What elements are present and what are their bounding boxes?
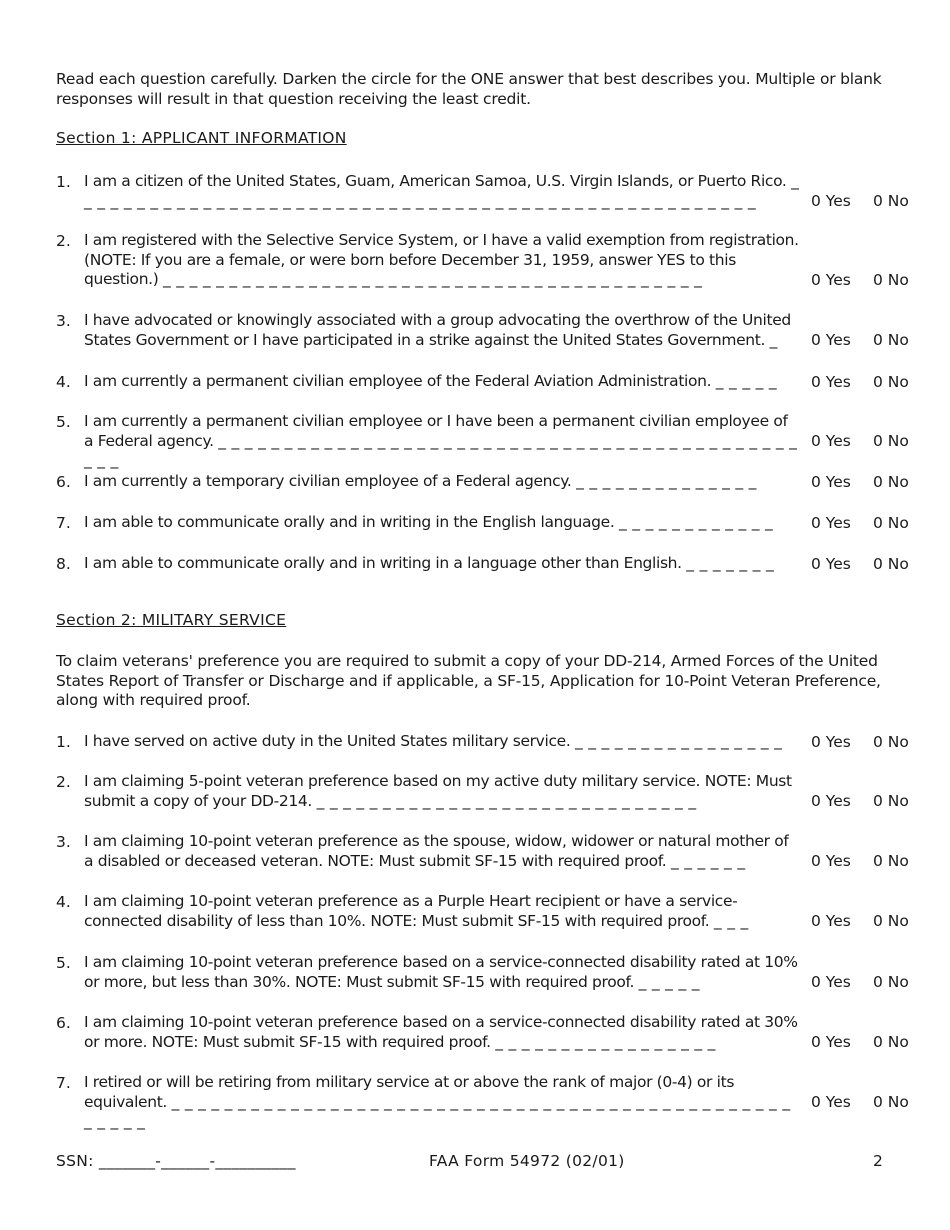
yes-option[interactable]: 0 Yes [811, 331, 851, 349]
leader-dashes: _ _ _ _ _ _ _ _ _ _ _ _ _ _ _ _ _ _ _ _ _ _ _ _ _ _ _ _ _ _ _ _ _ _ _ _ _ _ _ _ _ [163, 270, 703, 288]
question-number: 4. [56, 893, 71, 911]
leader-dashes: _ _ _ _ _ _ [670, 851, 746, 870]
s1-question-2 [56, 231, 936, 289]
s2-question-6 [56, 1013, 936, 1053]
yes-option[interactable]: 0 Yes [811, 733, 851, 751]
question-text: I am claiming 10-point veteran preference as a Purple Heart recipient or have a service-connected disability of less than 10%. NOTE: Must submit SF-15 with required proof. _ _ _ [84, 892, 749, 930]
s1-question-6 [56, 472, 936, 512]
s2-question-7 [56, 1073, 936, 1130]
yes-option[interactable]: 0 Yes [811, 973, 851, 991]
yes-option[interactable]: 0 Yes [811, 432, 851, 450]
question-number: 1. [56, 173, 71, 191]
no-option[interactable]: 0 No [873, 373, 909, 391]
leader-dashes: _ _ _ _ _ [638, 972, 700, 991]
question-text: I am a citizen of the United States, Guam, American Samoa, U.S. Virgin Islands, or Puerto Rico. _ _ _ _ _ _ _ _ _ _ _ _ _ _ _ _ _ _ _ _ _ _ _ _ _ _ _ _ _ _ _ _ _ _ _ _ _ _ _ _ _ _ _ _ _ _ _ _ _ _ _ _ [84, 172, 800, 210]
question-text: I am currently a permanent civilian employee of the Federal Aviation Administration. _ _ _ _ _ [84, 372, 777, 390]
yes-option[interactable]: 0 Yes [811, 792, 851, 810]
question-number: 8. [56, 555, 71, 573]
question-text: I have served on active duty in the United States military service. _ _ _ _ _ _ _ _ _ _ _ _ _ _ _ _ [84, 732, 783, 750]
question-text: I have advocated or knowingly associated with a group advocating the overthrow of the United States Government or I have participated in a strike against the United States Government. _ [84, 311, 791, 349]
yes-option[interactable]: 0 Yes [811, 1093, 851, 1111]
no-option[interactable]: 0 No [873, 473, 909, 491]
form-number: FAA Form 54972 (02/01) [429, 1152, 625, 1170]
s2-question-5 [56, 953, 936, 993]
no-option[interactable]: 0 No [873, 733, 909, 751]
no-option[interactable]: 0 No [873, 331, 909, 349]
section-1-heading: Section 1: APPLICANT INFORMATION [56, 129, 347, 147]
yes-option[interactable]: 0 Yes [811, 1033, 851, 1051]
yes-option[interactable]: 0 Yes [811, 555, 851, 573]
leader-dashes: _ _ _ [713, 911, 749, 930]
s1-question-8 [56, 554, 936, 594]
question-number: 5. [56, 413, 71, 431]
no-option[interactable]: 0 No [873, 852, 909, 870]
no-option[interactable]: 0 No [873, 514, 909, 532]
question-text: I am claiming 10-point veteran preference based on a service-connected disability rated at 10% or more, but less than 30%. NOTE: Must submit SF-15 with required proof. _ _ _ _ _ [84, 953, 798, 991]
s2-question-4 [56, 892, 936, 932]
question-text: I am registered with the Selective Service System, or I have a valid exemption from registration. (NOTE: If you are a female, or were born before December 31, 1959, answer YES to this question.) _ _ _ _ _ _ _ _ _ _ _ _ _ _ _ _ _ _ _ _ _ _ _ _ _ _ _ _ _ _ _ _ _ _ _ _ _ _ _ _ _ [84, 231, 799, 288]
leader-dashes: _ _ _ _ _ _ _ [686, 554, 775, 572]
no-option[interactable]: 0 No [873, 432, 909, 450]
no-option[interactable]: 0 No [873, 792, 909, 810]
question-number: 7. [56, 514, 71, 532]
question-number: 6. [56, 473, 71, 491]
s1-question-1 [56, 172, 936, 212]
leader-dashes: _ _ _ _ _ _ _ _ _ _ _ _ _ _ _ _ _ [495, 1032, 716, 1051]
leader-dashes: _ _ _ _ _ _ _ _ _ _ _ _ _ _ _ _ _ _ _ _ _ _ _ _ _ _ _ _ _ [316, 791, 697, 810]
leader-dashes: _ _ _ _ _ _ _ _ _ _ _ _ _ _ _ _ _ _ _ _ _ _ _ _ _ _ _ _ _ _ _ _ _ _ _ _ _ _ _ _ _ _ _ _ _ _ _ _ _ _ _ _ [84, 1092, 791, 1130]
question-text: I am claiming 10-point veteran preference based on a service-connected disability rated at 30% or more. NOTE: Must submit SF-15 with required proof. _ _ _ _ _ _ _ _ _ _ _ _ _ _ _ _ _ [84, 1013, 798, 1051]
s1-question-5 [56, 412, 936, 469]
section-2-heading: Section 2: MILITARY SERVICE [56, 611, 287, 629]
question-number: 6. [56, 1014, 71, 1032]
question-text: I retired or will be retiring from military service at or above the rank of major (0-4) or its equivalent. _ _ _ _ _ _ _ _ _ _ _ _ _ _ _ _ _ _ _ _ _ _ _ _ _ _ _ _ _ _ _ _ _ _ _ _ _ _ _ _ _ _ _ _ _ _ _ _ _ _ _ _ [84, 1073, 791, 1130]
question-number: 4. [56, 373, 71, 391]
question-number: 3. [56, 833, 71, 851]
question-text: I am able to communicate orally and in writing in the English language. _ _ _ _ _ _ _ _ _ _ _ _ [84, 513, 774, 531]
question-number: 3. [56, 312, 71, 330]
yes-option[interactable]: 0 Yes [811, 912, 851, 930]
leader-dashes: _ _ _ _ _ [715, 372, 777, 390]
yes-option[interactable]: 0 Yes [811, 271, 851, 289]
s1-question-3 [56, 311, 936, 351]
no-option[interactable]: 0 No [873, 271, 909, 289]
leader-dashes: _ _ _ _ _ _ _ _ _ _ _ _ _ _ _ _ [574, 732, 783, 750]
yes-option[interactable]: 0 Yes [811, 192, 851, 210]
yes-option[interactable]: 0 Yes [811, 514, 851, 532]
no-option[interactable]: 0 No [873, 912, 909, 930]
question-number: 1. [56, 733, 71, 751]
s2-question-2 [56, 772, 936, 812]
question-text: I am currently a temporary civilian employee of a Federal agency. _ _ _ _ _ _ _ _ _ _ _ _ _ _ [84, 472, 757, 490]
question-number: 2. [56, 232, 71, 250]
no-option[interactable]: 0 No [873, 1093, 909, 1111]
leader-dashes: _ [769, 330, 778, 349]
section-2-intro: To claim veterans' preference you are required to submit a copy of your DD-214, Armed Forces of the United States Report of Transfer or Discharge and if applicable, a SF-15, Application for 10-Point Veteran Preference, along with required proof. [56, 652, 881, 709]
leader-dashes: _ _ _ _ _ _ _ _ _ _ _ _ _ _ _ _ _ _ _ _ _ _ _ _ _ _ _ _ _ _ _ _ _ _ _ _ _ _ _ _ _ _ _ _ _ _ _ [84, 431, 798, 469]
question-text: I am claiming 5-point veteran preference based on my active duty military service. NOTE: Must submit a copy of your DD-214. _ _ _ _ _ _ _ _ _ _ _ _ _ _ _ _ _ _ _ _ _ _ _ _ _ _ _ _ _ [84, 772, 792, 810]
ssn-field[interactable]: SSN: _______-______-__________ [56, 1152, 296, 1170]
leader-dashes: _ _ _ _ _ _ _ _ _ _ _ _ [619, 513, 774, 531]
question-text: I am currently a permanent civilian employee or I have been a permanent civilian employee of a Federal agency. _ _ _ _ _ _ _ _ _ _ _ _ _ _ _ _ _ _ _ _ _ _ _ _ _ _ _ _ _ _ _ _ _ _ _ _ _ _ _ _ _ _ _ _ _ _ _ [84, 412, 798, 469]
no-option[interactable]: 0 No [873, 192, 909, 210]
leader-dashes: _ _ _ _ _ _ _ _ _ _ _ _ _ _ _ _ _ _ _ _ _ _ _ _ _ _ _ _ _ _ _ _ _ _ _ _ _ _ _ _ _ _ _ _ _ _ _ _ _ _ _ _ [84, 172, 800, 210]
page-number: 2 [873, 1152, 884, 1170]
no-option[interactable]: 0 No [873, 1033, 909, 1051]
leader-dashes: _ _ _ _ _ _ _ _ _ _ _ _ _ _ [576, 472, 757, 490]
s2-question-1 [56, 732, 936, 772]
yes-option[interactable]: 0 Yes [811, 852, 851, 870]
question-number: 2. [56, 773, 71, 791]
question-number: 7. [56, 1074, 71, 1092]
s1-question-4 [56, 372, 936, 412]
s1-question-7 [56, 513, 936, 553]
instructions: Read each question carefully. Darken the circle for the ONE answer that best describes you. Multiple or blank responses will result in that question receiving the least credit. [56, 70, 882, 108]
question-text: I am able to communicate orally and in writing in a language other than English. _ _ _ _ _ _ _ [84, 554, 775, 572]
yes-option[interactable]: 0 Yes [811, 373, 851, 391]
s2-question-3 [56, 832, 936, 872]
yes-option[interactable]: 0 Yes [811, 473, 851, 491]
question-number: 5. [56, 954, 71, 972]
no-option[interactable]: 0 No [873, 555, 909, 573]
question-text: I am claiming 10-point veteran preference as the spouse, widow, widower or natural mother of a disabled or deceased veteran. NOTE: Must submit SF-15 with required proof. _ _ _ _ _ _ [84, 832, 789, 870]
no-option[interactable]: 0 No [873, 973, 909, 991]
